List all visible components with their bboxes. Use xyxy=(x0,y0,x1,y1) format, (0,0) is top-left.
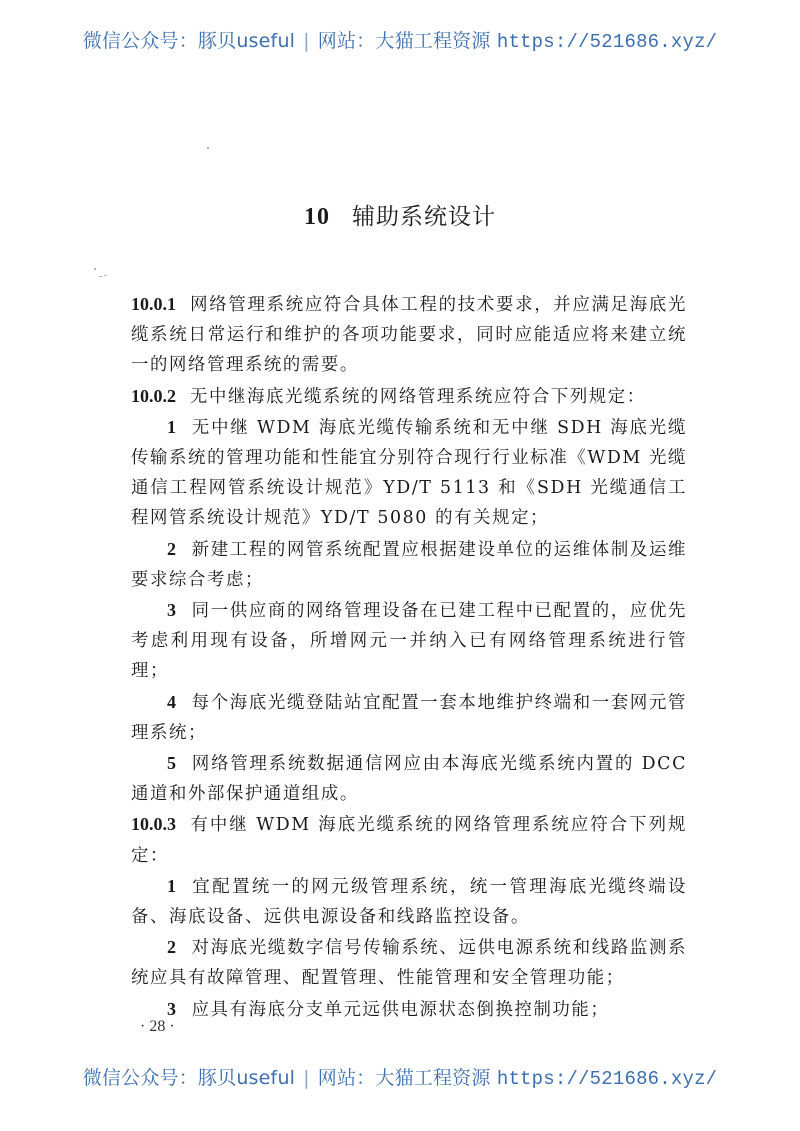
scan-speck xyxy=(99,276,102,277)
clause-10-0-2 xyxy=(131,381,687,412)
scan-speck xyxy=(207,147,209,149)
clause-item xyxy=(131,871,687,932)
document-body xyxy=(131,289,687,1025)
watermark-url[interactable]: https://521686.xyz/ xyxy=(496,31,718,53)
item-text: 应具有海底分支单元远供电源状态倒换控制功能； xyxy=(191,999,610,1020)
item-number: 4 xyxy=(167,691,178,712)
item-number: 2 xyxy=(167,937,178,958)
clause-number: 10.0.3 xyxy=(131,814,176,835)
clause-text: 网络管理系统应符合具体工程的技术要求，并应满足海底光缆系统日常运行和维护的各项功能要求，同时应能适应将来建立统一的网络管理系统的需要。 xyxy=(131,295,687,376)
chapter-heading xyxy=(0,198,800,231)
clause-item xyxy=(131,687,687,748)
item-text: 新建工程的网管系统配置应根据建设单位的运维体制及运维要求综合考虑； xyxy=(131,539,687,590)
scan-speck xyxy=(94,268,96,270)
chapter-number: 10 xyxy=(304,204,330,230)
watermark-top xyxy=(0,26,800,53)
watermark-site: 网站：大猫工程资源 xyxy=(317,30,491,52)
clause-number: 10.0.1 xyxy=(131,294,176,314)
chapter-title: 辅助系统设计 xyxy=(352,204,496,230)
item-number: 1 xyxy=(167,416,178,437)
item-text: 每个海底光缆登陆站宜配置一套本地维护终端和一套网元管理系统； xyxy=(131,692,687,743)
page-number: · 28 · xyxy=(140,1018,175,1035)
watermark-wechat: 微信公众号：豚贝useful xyxy=(82,1067,296,1089)
item-number: 5 xyxy=(167,753,178,774)
clause-number: 10.0.2 xyxy=(131,385,176,406)
clause-item xyxy=(131,748,687,809)
item-text: 对海底光缆数字信号传输系统、远供电源系统和线路监测系统应具有故障管理、配置管理、性能管理和安全管理功能； xyxy=(131,938,687,989)
item-text: 无中继 WDM 海底光缆传输系统和无中继 SDH 海底光缆传输系统的管理功能和性能宜分别符合现行行业标准《WDM 光缆通信工程网管系统设计规范》YD/T 5113 和《SDH 光缆通信工程网管系统设计规范》YD/T 5080 的有关规定； xyxy=(131,417,687,529)
watermark-wechat: 微信公众号：豚贝useful xyxy=(82,30,296,52)
item-number: 3 xyxy=(167,998,178,1019)
clause-text: 有中继 WDM 海底光缆系统的网络管理系统应符合下列规定： xyxy=(131,815,687,866)
watermark-site: 网站：大猫工程资源 xyxy=(317,1067,491,1089)
clause-item xyxy=(131,412,687,534)
clause-item xyxy=(131,595,687,687)
watermark-bottom xyxy=(0,1063,800,1090)
item-number: 3 xyxy=(167,600,178,621)
clause-10-0-3 xyxy=(131,809,687,870)
item-text: 网络管理系统数据通信网应由本海底光缆系统内置的 DCC 通道和外部保护通道组成。 xyxy=(131,754,687,805)
item-text: 同一供应商的网络管理设备在已建工程中已配置的，应优先考虑利用现有设备，所增网元一并纳入已有网络管理系统进行管理； xyxy=(131,601,687,682)
watermark-url[interactable]: https://521686.xyz/ xyxy=(496,1068,718,1090)
watermark-separator: | xyxy=(303,1067,310,1089)
clause-text: 无中继海底光缆系统的网络管理系统应符合下列规定： xyxy=(190,386,646,407)
item-text: 宜配置统一的网元级管理系统，统一管理海底光缆终端设备、海底设备、远供电源设备和线路监控设备。 xyxy=(131,876,687,928)
item-number: 1 xyxy=(167,875,178,896)
clause-10-0-1 xyxy=(131,289,687,381)
clause-item xyxy=(131,932,687,993)
watermark-separator: | xyxy=(303,30,310,52)
clause-item xyxy=(131,534,687,595)
scan-speck xyxy=(104,275,107,276)
item-number: 2 xyxy=(167,538,178,559)
clause-item xyxy=(131,994,687,1025)
